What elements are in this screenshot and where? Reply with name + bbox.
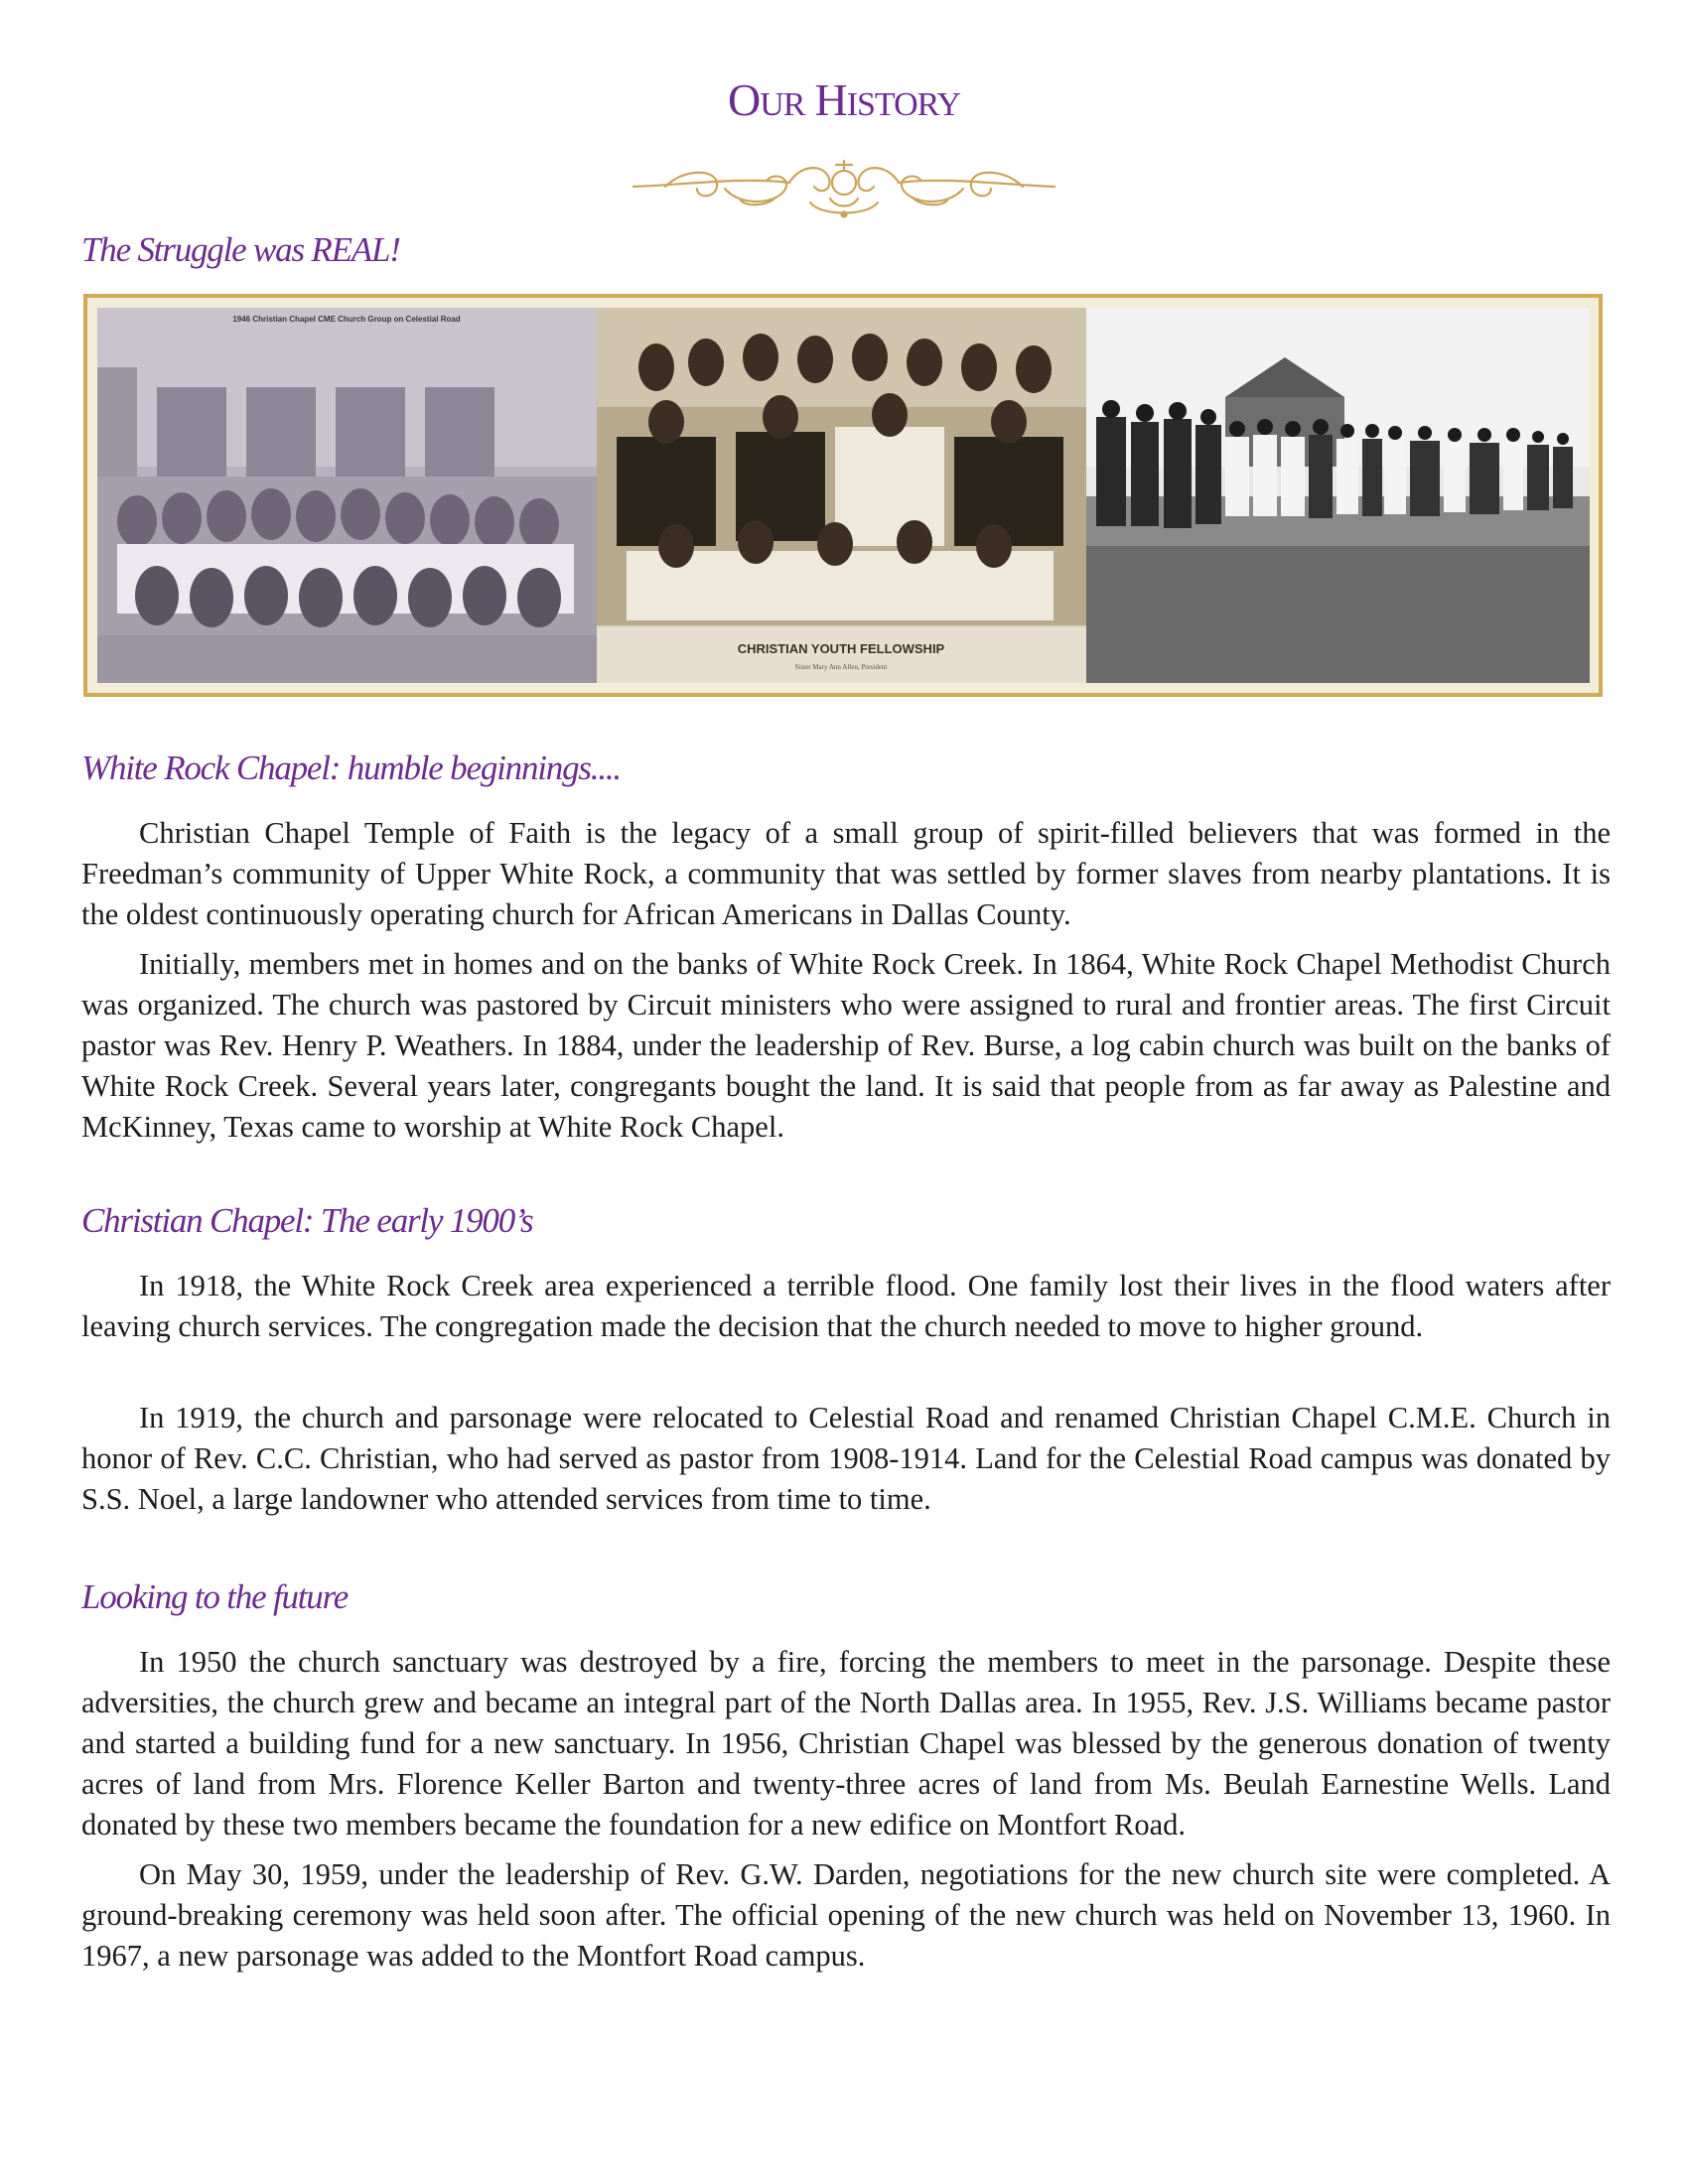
church-group-photo bbox=[97, 308, 597, 683]
paragraph-fire-and-growth: In 1950 the church sanctuary was destroyed by a fire, forcing the members to meet in the parsonage. Despite these adversities, the church grew and became an integral part of the North Dallas area. In 1955, Rev. J.S. Williams became pastor and started a building fund for a new sanctuary. In 1956, Christian Chapel was blessed by the generous donation of twenty acres of land from Mrs. Florence Keller Barton and twenty-three acres of land from Ms. Beulah Earnestine Wells. Land donated by these two members became the foundation for a new edifice on Montfort Road. bbox=[81, 1645, 1611, 1842]
paragraph-white-rock-chapel: Initially, members met in homes and on the banks of White Rock Creek. In 1864, White Rock Chapel Methodist Church was organized. The church was pastored by Circuit ministers who were assigned to rural and frontier areas. The first Circuit pastor was Rev. Henry P. Weathers. In 1884, under the leadership of Rev. Burse, a log cabin church was built on the banks of White Rock Creek. Several years later, congregants bought the land. It is said that people from as far away as Palestine and McKinney, Texas came to worship at White Rock Chapel. bbox=[81, 947, 1611, 1144]
youth-fellowship-photo bbox=[597, 308, 1086, 683]
church-group-photo-caption: 1946 Christian Chapel CME Church Group on Celestial Road bbox=[232, 315, 461, 324]
title-first-rest: UR bbox=[760, 86, 805, 123]
title-first-cap: O bbox=[728, 74, 761, 125]
outdoor-gathering-photo bbox=[1086, 308, 1590, 683]
section-heading-humble-beginnings: White Rock Chapel: humble beginnings.... bbox=[81, 749, 621, 787]
paragraph-flood: In 1918, the White Rock Creek area experienced a terrible flood. One family lost their lives in the flood waters after leaving church services. The congregation made the decision that the church needed to move to higher ground. bbox=[81, 1269, 1611, 1343]
paragraph-relocation: In 1919, the church and parsonage were relocated to Celestial Road and renamed Christian Chapel C.M.E. Church in honor of Rev. C.C. Christian, who had served as pastor from 1908-1914. Land for the Celestial Road campus was donated by S.S. Noel, a large landowner who attended services from time to time. bbox=[81, 1401, 1611, 1516]
banner-heading: The Struggle was REAL! bbox=[81, 230, 400, 269]
photo-banner bbox=[83, 294, 1603, 697]
section-heading-looking-to-the-future: Looking to the future bbox=[81, 1577, 349, 1616]
section-heading-early-1900s: Christian Chapel: The early 1900’s bbox=[81, 1201, 533, 1240]
paragraph-legacy: Christian Chapel Temple of Faith is the legacy of a small group of spirit-filled believers that was formed in the Freedman’s community of Upper White Rock, a community that was settled by former slaves from nearby plantations. It is the oldest continuously operating church for African Americans in Dallas County. bbox=[81, 816, 1611, 931]
youth-fellowship-subcaption: Sister Mary Ann Allen, President bbox=[794, 663, 888, 671]
title-second-cap: H bbox=[814, 74, 847, 125]
scroll-ornament-icon bbox=[626, 147, 1062, 222]
youth-fellowship-caption: CHRISTIAN YOUTH FELLOWSHIP bbox=[737, 641, 945, 656]
paragraph-new-church-opening: On May 30, 1959, under the leadership of Rev. G.W. Darden, negotiations for the new church site were completed. A ground-breaking ceremony was held soon after. The official opening of the new church was held on November 13, 1960. In 1967, a new parsonage was added to the Montfort Road campus. bbox=[81, 1857, 1611, 1973]
title-second-rest: ISTORY bbox=[846, 86, 960, 123]
page-title bbox=[0, 73, 1688, 126]
